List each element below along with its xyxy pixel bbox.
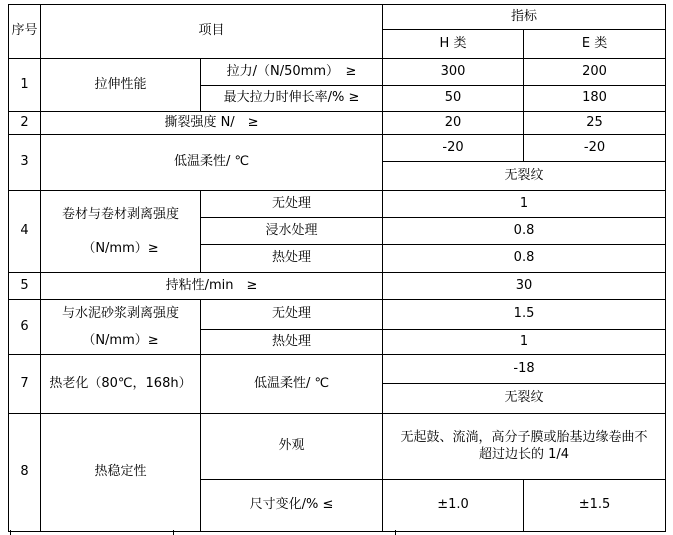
row1-no-cell: 1 [9, 59, 41, 112]
row5-item-cell: 持粘性/min ≥ [41, 273, 383, 300]
row6-sub2-name-cell: 热处理 [201, 330, 383, 355]
row1-sub2-name-cell: 最大拉力时伸长率/% ≥ [201, 86, 383, 112]
row8-sub1-value-line1: 无起鼓、流淌，高分子膜或胎基边缘卷曲不 [400, 430, 648, 446]
row4-item-line2: （N/mm）≥ [82, 240, 159, 256]
header-item: 项目 [41, 5, 383, 59]
row4-sub2-value-cell: 0.8 [383, 218, 666, 245]
row7-value1-cell: -18 [383, 355, 666, 384]
row4-sub2-name-cell: 浸水处理 [201, 218, 383, 245]
row2-no-cell: 2 [9, 112, 41, 135]
row2-e-cell: 25 [524, 112, 666, 135]
header-serial: 序号 [9, 5, 41, 59]
row1-sub1-e-cell: 200 [524, 59, 666, 86]
row8-item-cell: 热稳定性 [41, 414, 201, 532]
row6-item-line2: （N/mm）≥ [82, 333, 159, 348]
row3-item-cell: 低温柔性/ ℃ [41, 135, 383, 191]
row8-sub2-e-cell: ±1.5 [524, 480, 666, 532]
row4-no-cell: 4 [9, 191, 41, 273]
row4-sub3-name-cell: 热处理 [201, 245, 383, 273]
row7-item-cell: 热老化（80℃，168h） [41, 355, 201, 414]
row5-no-cell: 5 [9, 273, 41, 300]
row4-sub1-value-cell: 1 [383, 191, 666, 218]
row8-sub1-name-cell: 外观 [201, 414, 383, 480]
row1-sub1-name-cell: 拉力/（N/50mm） ≥ [201, 59, 383, 86]
table-gridline [173, 530, 174, 535]
row6-item-cell [41, 300, 201, 355]
header-index: 指标 [383, 5, 666, 30]
row4-sub3-value-cell: 0.8 [383, 245, 666, 273]
row8-sub2-h-cell: ±1.0 [383, 480, 524, 532]
row4-sub1-name-cell: 无处理 [201, 191, 383, 218]
row4-item-cell [41, 191, 201, 273]
row7-subitem-cell: 低温柔性/ ℃ [201, 355, 383, 414]
row1-sub2-h-cell: 50 [383, 86, 524, 112]
row8-no-cell: 8 [9, 414, 41, 532]
row8-sub1-value-line2: 超过边长的 1/4 [478, 446, 570, 462]
row3-e-cell: -20 [524, 135, 666, 162]
header-class-h: H 类 [383, 30, 524, 59]
row6-sub1-name-cell: 无处理 [201, 300, 383, 330]
row6-no-cell: 6 [9, 300, 41, 355]
row5-value-cell: 30 [383, 273, 666, 300]
row7-value2-cell: 无裂纹 [383, 384, 666, 414]
partial-next-row [0, 529, 673, 535]
row6-sub1-value-cell: 1.5 [383, 300, 666, 330]
row4-item-line1: 卷材与卷材剥离强度 [61, 206, 179, 222]
row6-item-line1: 与水泥砂浆剥离强度 [61, 306, 179, 321]
row1-sub1-h-cell: 300 [383, 59, 524, 86]
row1-sub2-e-cell: 180 [524, 86, 666, 112]
row6-sub2-value-cell: 1 [383, 330, 666, 355]
table-gridline [10, 530, 11, 535]
row1-item-cell: 拉伸性能 [41, 59, 201, 112]
row2-h-cell: 20 [383, 112, 524, 135]
table-gridline [395, 530, 396, 535]
row7-no-cell: 7 [9, 355, 41, 414]
header-class-e: E 类 [524, 30, 666, 59]
row8-sub2-name-cell: 尺寸变化/% ≤ [201, 480, 383, 532]
row3-merged-cell: 无裂纹 [383, 162, 666, 191]
row3-h-cell: -20 [383, 135, 524, 162]
row3-no-cell: 3 [9, 135, 41, 191]
spec-table [8, 4, 666, 532]
row8-sub1-value-cell [383, 414, 666, 480]
row2-item-cell: 撕裂强度 N/ ≥ [41, 112, 383, 135]
